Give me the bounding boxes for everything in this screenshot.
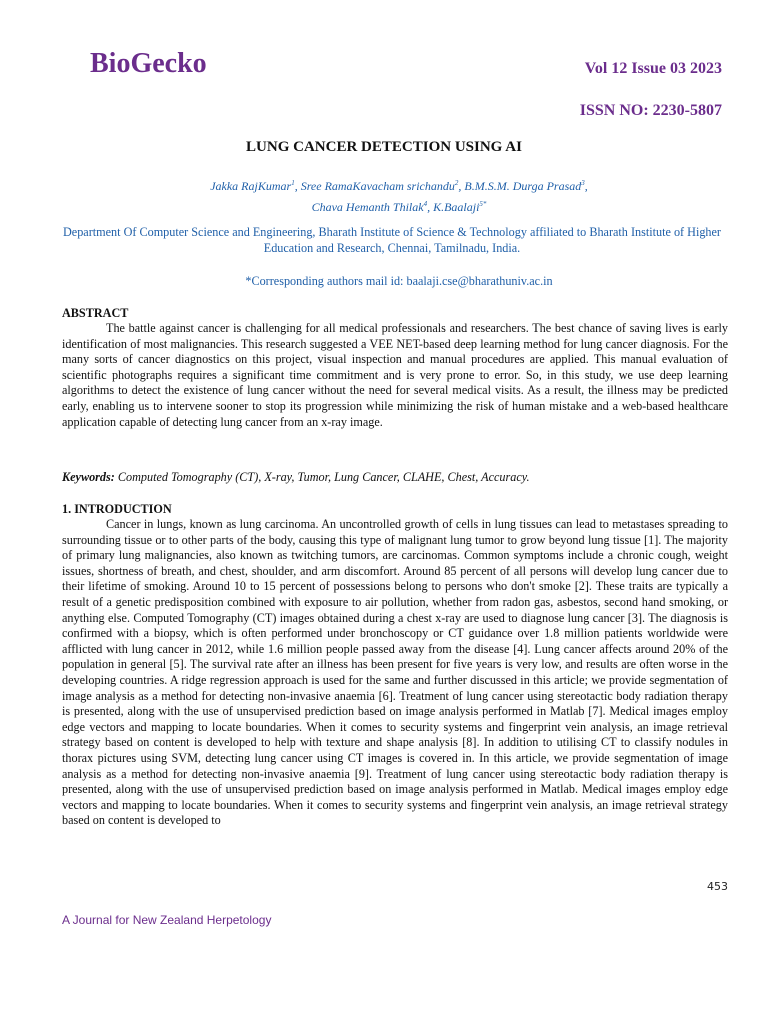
author-3-affil: 3 bbox=[581, 179, 585, 187]
author-1-affil: 1 bbox=[291, 179, 295, 187]
author-2-affil: 2 bbox=[454, 179, 459, 187]
journal-footer: A Journal for New Zealand Herpetology bbox=[62, 913, 272, 927]
keywords-text: Computed Tomography (CT), X-ray, Tumor, Lung Cancer, CLAHE, Chest, Accuracy. bbox=[117, 470, 530, 484]
author-4-affil: 4 bbox=[423, 200, 428, 208]
author-5: K.Baalaji bbox=[433, 200, 480, 214]
paper-title: LUNG CANCER DETECTION USING AI bbox=[246, 139, 522, 155]
keywords-label: Keywords: bbox=[62, 470, 115, 484]
keywords bbox=[62, 470, 728, 485]
author-1: Jakka RajKumar bbox=[210, 179, 292, 193]
author-5-affil: 5* bbox=[479, 200, 487, 208]
issn-number: ISSN NO: 2230-5807 bbox=[579, 102, 722, 119]
author-4: Chava Hemanth Thilak bbox=[311, 200, 424, 214]
abstract-heading: ABSTRACT bbox=[62, 306, 129, 320]
author-list: Jakka RajKumar$^1$, Sree RamaKavacham srichandu$^2$, B.M.S.M. Durga Prasad$^3$, Chava Hemanth Thilak$^4$, K.Baalaji$^{5*}$ bbox=[210, 179, 588, 214]
affiliation: Department Of Computer Science and Engineering, Bharath Institute of Science & Technology affiliated to Bharath Institute of Higher Education and Research, Chennai, Tamilnadu, India. bbox=[63, 225, 721, 255]
abstract-text: The battle against cancer is challenging for all medical professionals and researchers. The best chance of saving lives is early identification of most malignancies. This research suggested a VEE NET-based deep learning method for lung cancer diagnosis. For the many sorts of cancer diagnostics on this project, visual inspection and manual procedures are applied. This manual evaluation of scientific photographs requires a significant time commitment and is very prone to error. So, in this study, we use deep learning algorithms to detect the existence of lung cancer without the need for several medical visits. As a result, the illness may be predicted early, enabling us to intervene sooner to stop its progression while minimizing the risk of human mistake and a web-based healthcare application capable of detecting lung cancer from an x-ray image. bbox=[62, 321, 728, 429]
journal-name: BioGecko bbox=[90, 48, 207, 79]
author-2: Sree RamaKavacham srichandu bbox=[300, 179, 455, 193]
author-3: B.M.S.M. Durga Prasad bbox=[464, 179, 582, 193]
volume-issue: Vol 12 Issue 03 2023 bbox=[584, 60, 722, 77]
introduction-heading: 1. INTRODUCTION bbox=[62, 502, 172, 516]
page-number: 453 bbox=[707, 880, 728, 893]
corresponding-author: *Corresponding authors mail id: baalaji.cse@bharathuniv.ac.in bbox=[245, 274, 553, 288]
introduction-text: Cancer in lungs, known as lung carcinoma. An uncontrolled growth of cells in lung tissues can lead to metastases spreading to surrounding tissue or to other parts of the body, causing this type of malignant lung tumor to grow beyond lung tissue [1]. The majority of primary lung malignancies, also known as twitching tumors, are carcinomas. Common symptoms include a chronic cough, weight issues, shortness of breath, and chest, shoulder, and arm discomfort. Around 85 percent of all persons will develop lung cancer due to their lifetime of smoking. Around 10 to 15 percent of possessions belong to persons who don't smoke [2]. These traits are typically a result of a genetic predisposition combined with exposure to air pollution, whether from radon gas, asbestos, second hand smoking, or anything else. Computed Tomography (CT) images obtained during a chest x-ray are used to diagnose lung cancer [3]. The diagnosis is confirmed with a biopsy, which is often performed under bronchoscopy or CT guidance over 1.8 million patients worldwide were afflicted with lung cancer in 2012, while 1.6 million people passed away from the disease [4]. Lung cancer affects around 20% of the population in general [5]. The survival rate after an illness has been present for five years is very low, and results are often worse in the developing countries. A ridge regression approach is used for the same and further discussed in this article; we provide segmentation of image analysis as a method for detecting non-invasive anaemia [6]. Treatment of lung cancer using stereotactic body radiation therapy is presented, along with the use of unsupervised prediction based on image analysis performed in Matlab [7]. Medical images employ edge vectors and mapping to locate boundaries. When it comes to security systems and fingerprint vein analysis, an image retrieval strategy based on content is developed to help with texture and shape analysis [8]. In addition to utilising CT to classify nodules in thorax pictures using SVM, detecting lung cancer using CT images is covered in. In this article, we provide segmentation of image analysis as a method for detecting non-invasive anaemia [9]. Treatment of lung cancer using stereotactic body radiation therapy is presented, along with the use of unsupervised prediction based on image analysis performed in Matlab. Medical images employ edge vectors and mapping to locate boundaries. When it comes to security systems and fingerprint vein analysis, an image retrieval strategy based on content is developed to bbox=[62, 517, 728, 828]
